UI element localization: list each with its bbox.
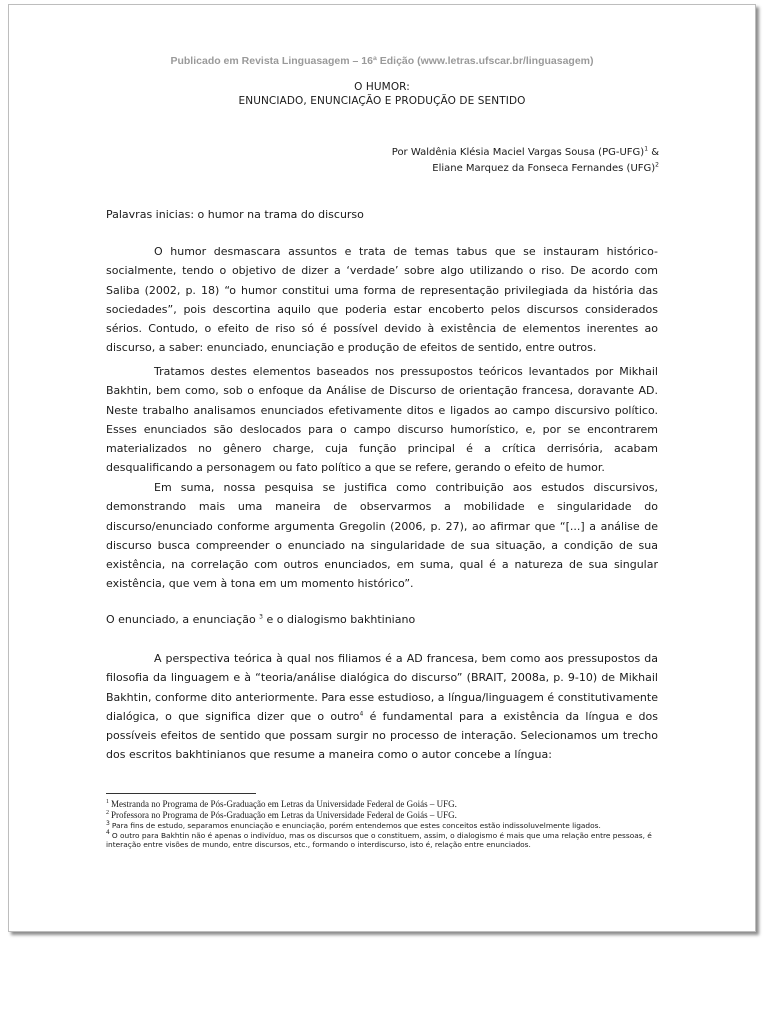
author-2-footnote-ref: 2 <box>655 161 659 169</box>
section-2-paragraph-part-2: é fundamental para a existência da língua e dos possíveis efeitos de sentido que possam surgir no processo de interação. Selecionamos um trecho dos escritos bakhtinianos que resume a maneira como o autor concebe a língua: <box>106 709 658 762</box>
footnote-divider <box>106 793 256 794</box>
author-block <box>392 145 659 177</box>
footnote-2-text: Professora no Programa de Pós-Graduação em Letras da Universidade Federal de Goiás – UFG. <box>111 810 457 820</box>
section-2-paragraph-part-1: A perspectiva teórica à qual nos filiamos é a AD francesa, bem como aos pressupostos da filosofia da linguagem e à “teoria/análise dialógica do discurso” (BRAIT, 2008a, p. 9-10) de Mikhail Bakhtin, conforme dito anteriormente. Para esse estudioso, a língua/linguagem é constitutivamente dialógica, o que significa dizer que o outro <box>106 652 658 723</box>
section-2-paragraph-footnote-ref: 4 <box>359 710 364 718</box>
title-line-1: O HUMOR: <box>354 81 410 93</box>
footnote-3-number: 3 <box>106 819 110 827</box>
footnote-4-text: O outro para Bakhtin não é apenas o indivíduo, mas os discursos que o constituem, assim, o dialogismo é mais que uma relação entre pessoas, é interação entre visões de mundo, entre discursos, etc., formando o interdiscurso, isto é, relação entre enunciados. <box>106 830 652 850</box>
article-title <box>9 80 755 108</box>
footnotes <box>106 799 658 850</box>
section-1-heading: Palavras inicias: o humor na trama do discurso <box>106 208 364 221</box>
section-2-paragraph-1 <box>106 649 658 765</box>
footnote-1 <box>106 799 658 810</box>
section-2-heading <box>106 613 658 626</box>
footnote-4-number: 4 <box>106 829 110 837</box>
footnote-1-text: Mestranda no Programa de Pós-Graduação em Letras da Universidade Federal de Goiás – UFG. <box>111 799 457 809</box>
section-2-heading-part-2: e o dialogismo bakhtiniano <box>263 613 416 626</box>
section-1-paragraph-2: Tratamos destes elementos baseados nos pressupostos teóricos levantados por Mikhail Bakhtin, bem como, sob o enfoque da Análise de Discurso de orientação francesa, doravante AD. Neste trabalho analisamos enunciados efetivamente ditos e ligados ao campo discursivo político. Esses enunciados são deslocados para o campo discurso humorístico, e, por se encontrarem materializados no gênero charge, cuja função principal é a crítica derrisória, acabam desqualificando a personagem ou fato político a que se refere, gerando o efeito de humor. <box>106 365 658 475</box>
footnote-2-number: 2 <box>106 810 109 816</box>
section-2-heading-footnote-ref: 3 <box>259 613 263 621</box>
author-1-footnote-ref: 1 <box>644 145 649 153</box>
section-1-paragraph-1: O humor desmascara assuntos e trata de temas tabus que se instauram histórico-socialmente, tendo o objetivo de dizer a ‘verdade’ sobre algo utilizando o riso. De acordo com Saliba (2002, p. 18) “o humor constitui uma forma de representação privilegiada da história das sociedades”, pois descortina aquilo que poderia estar encoberto pelos discursos considerados sérios. Contudo, o efeito de riso só é possível devido à existência de elementos inerentes ao discurso, a saber: enunciado, enunciação e produção de efeitos de sentido, entre outros. <box>106 245 658 355</box>
document-page <box>8 4 756 932</box>
section-1-paragraph-3: Em suma, nossa pesquisa se justifica como contribuição aos estudos discursivos, demonstrando mais uma maneira de observarmos a mobilidade e singularidade do discurso/enunciado conforme argumenta Gregolin (2006, p. 27), ao afirmar que “[...] a análise de discurso busca compreender o enunciado na singularidade de sua situação, a condição de sua existência, na correlação com outros enunciados, em suma, qual é a natureza de sua singular existência, que vem à tona em um momento histórico”. <box>106 481 658 591</box>
author-2 <box>392 161 659 177</box>
publication-header: Publicado em Revista Linguasagem – 16ª Edição (www.letras.ufscar.br/linguasagem) <box>170 55 594 67</box>
section-2-heading-part-1: O enunciado, a enunciação <box>106 613 260 626</box>
author-1-suffix: & <box>648 147 659 158</box>
author-1-name: Por Waldênia Klésia Maciel Vargas Sousa (PG-UFG) <box>391 147 645 158</box>
footnote-3 <box>106 821 658 831</box>
footnote-3-text: Para fins de estudo, separamos enunciação e enunciação, porém entendemos que estes conceitos estão indissoluvelmente ligados. <box>111 821 601 830</box>
author-1 <box>392 145 659 161</box>
footnote-1-number: 1 <box>106 799 109 805</box>
footnote-2 <box>106 810 658 821</box>
author-2-name: Eliane Marquez da Fonseca Fernandes (UFG) <box>432 163 656 174</box>
title-line-2: ENUNCIADO, ENUNCIAÇÃO E PRODUÇÃO DE SENTIDO <box>238 95 526 107</box>
footnote-4 <box>106 831 658 850</box>
